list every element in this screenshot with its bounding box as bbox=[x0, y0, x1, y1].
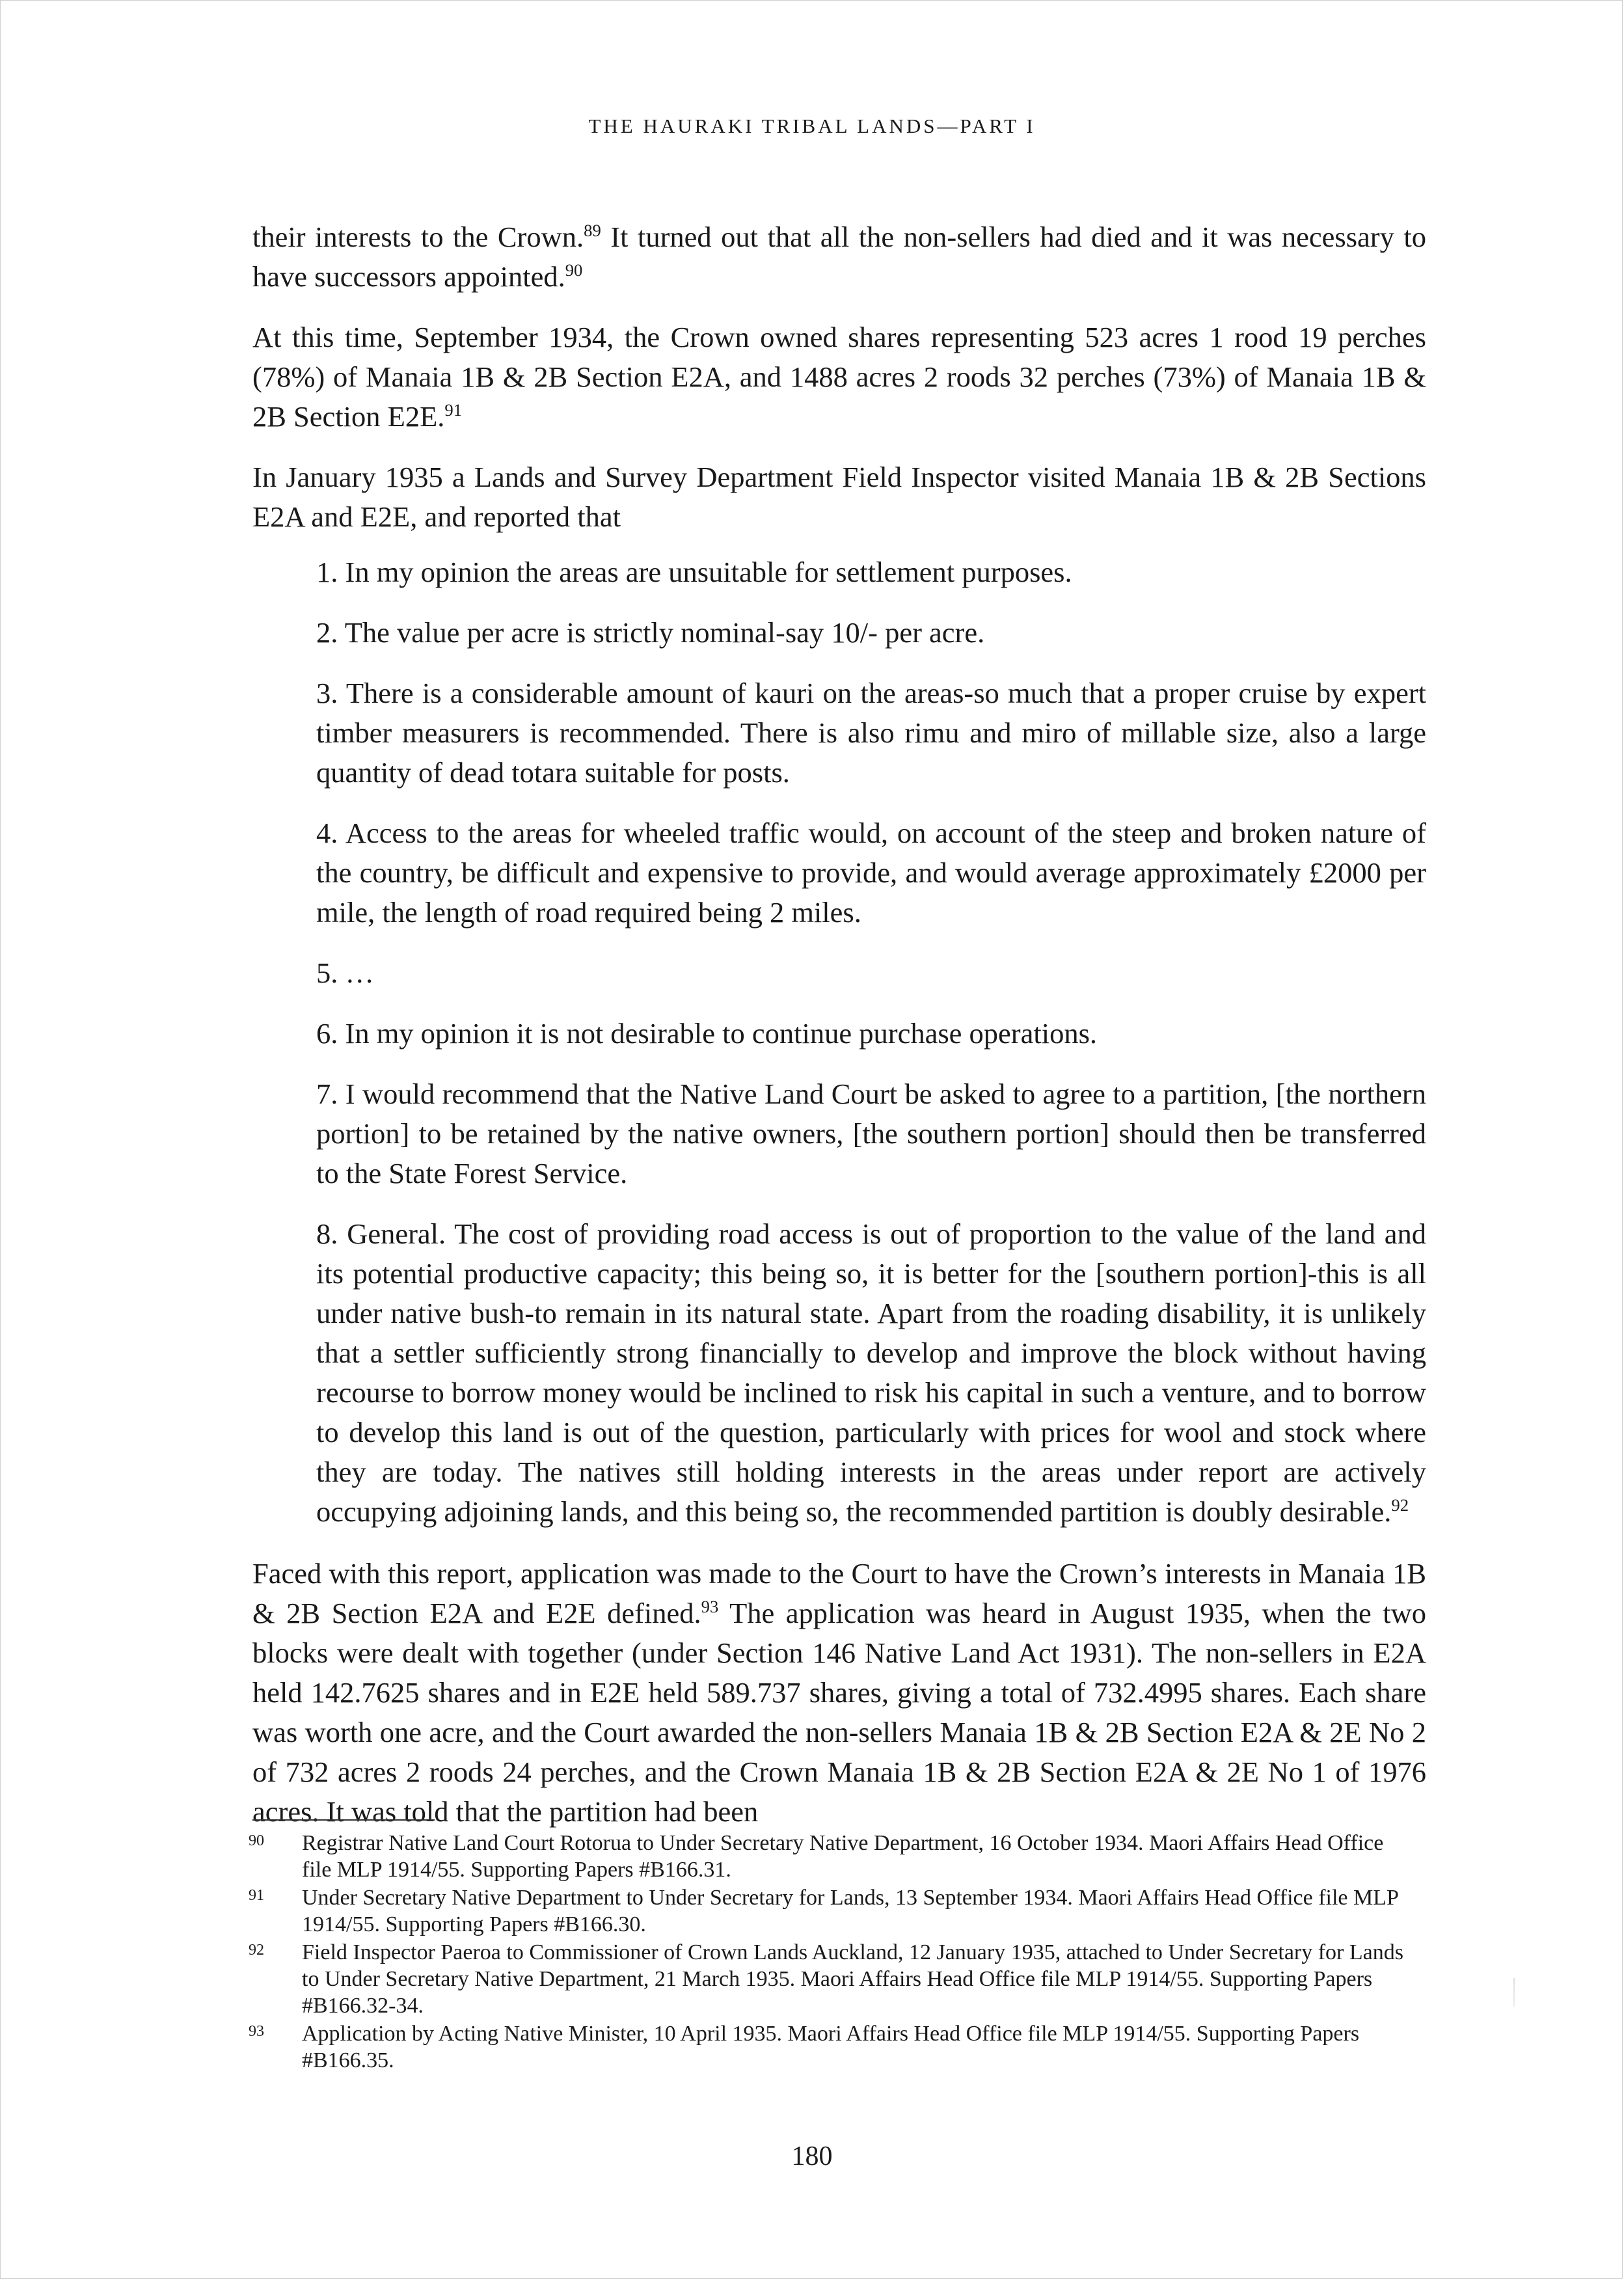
quote-item: 2. The value per acre is strictly nominal-say 10/- per acre. bbox=[316, 616, 985, 649]
footnote-text: Under Secretary Native Department to Under Secretary for Lands, 13 September 1934. Maori Affairs Head Office file MLP 1914/55. Supporting Papers #B166.30. bbox=[302, 1886, 1398, 1936]
footnote-divider bbox=[252, 1819, 435, 1821]
paragraph-3 bbox=[252, 457, 1426, 537]
footnote-ref-93[interactable]: 93 bbox=[701, 1596, 719, 1616]
footnote-92 bbox=[246, 1939, 1417, 2019]
paragraph-4-text-b: The application was heard in August 1935, when the two blocks were dealt with together (under Section 146 Native Land Act 1931). The non-sellers in E2A held 142.7625 shares and in E2E held 589.737 shares, giving a total of 732.4995 shares. Each share was worth one acre, and the Court awarded the non-sellers Manaia 1B & 2B Section E2A & 2E No 2 of 732 acres 2 roods 24 perches, and the Crown Manaia 1B & 2B Section E2A & 2E No 1 of 1976 acres. It was told that the partition had been bbox=[252, 1597, 1427, 1828]
footnote-ref-91[interactable]: 91 bbox=[444, 400, 463, 420]
footnote-text: Field Inspector Paeroa to Commissioner of Crown Lands Auckland, 12 January 1935, attached to Under Secretary for Lands to Under Secretary Native Department, 21 March 1935. Maori Affairs Head Office file MLP 1914/55. Supporting Papers #B166.32-34. bbox=[302, 1940, 1403, 2018]
quote-item: 7. I would recommend that the Native Land Court be asked to agree to a partition, [the northern portion] to be retained by the native owners, [the southern portion] should then be transferred to the State Forest Service. bbox=[316, 1078, 1426, 1189]
running-head: THE HAURAKI TRIBAL LANDS—PART I bbox=[588, 115, 1036, 137]
paragraph-4-text-a: Faced with this report, application was made to the Court to have the Crown’s interests in Manaia 1B & 2B Section E2A and E2E defined. bbox=[252, 1557, 1426, 1629]
paragraph-3-text: In January 1935 a Lands and Survey Department Field Inspector visited Manaia 1B & 2B Sections E2A and E2E, and reported that bbox=[252, 461, 1426, 533]
scan-artifact bbox=[1513, 1978, 1515, 2007]
block-quote bbox=[316, 552, 1426, 1532]
paragraph-1-text-b: It turned out that all the non-sellers had died and it was necessary to have successors appointed. bbox=[252, 221, 1426, 293]
footnote-number: 92 bbox=[249, 1942, 264, 1959]
footnote-ref-89[interactable]: 89 bbox=[584, 220, 601, 240]
paragraph-1 bbox=[252, 217, 1426, 297]
paragraph-2 bbox=[252, 318, 1426, 437]
paragraph-4 bbox=[252, 1554, 1426, 1832]
footnote-ref-90[interactable]: 90 bbox=[565, 260, 583, 280]
quote-item: 4. Access to the areas for wheeled traffic would, on account of the steep and broken nature of the country, be difficult and expensive to provide, and would average approximately £2000 per mile, the length of road required being 2 miles. bbox=[316, 817, 1426, 929]
footnote-number: 90 bbox=[249, 1832, 264, 1849]
footnote-93 bbox=[246, 2020, 1417, 2074]
paragraph-1-text-a: their interests to the Crown. bbox=[252, 221, 584, 253]
quote-item-8 bbox=[316, 1214, 1426, 1532]
paragraph-2-text: At this time, September 1934, the Crown owned shares representing 523 acres 1 rood 19 perches (78%) of Manaia 1B & 2B Section E2A, and 1488 acres 2 roods 32 perches (73%) of Manaia 1B & 2B Section E2E. bbox=[252, 321, 1426, 433]
quote-item-8-text: 8. General. The cost of providing road access is out of proportion to the value of the land and its potential productive capacity; this being so, it is better for the [southern portion]-this is all under native bush-to remain in its natural state. Apart from the roading disability, it is unlikely that a settler sufficiently strong financially to develop and improve the block without having recourse to borrow money would be inclined to risk his capital in such a venture, and to borrow to develop this land is out of the question, particularly with prices for wool and stock where they are today. The natives still holding interests in the areas under report are actively occupying adjoining lands, and this being so, the recommended partition is doubly desirable. bbox=[316, 1217, 1426, 1528]
quote-item: 1. In my opinion the areas are unsuitable for settlement purposes. bbox=[316, 556, 1072, 588]
quote-item: 5. … bbox=[316, 957, 374, 989]
footnote-text: Application by Acting Native Minister, 10 April 1935. Maori Affairs Head Office file MLP 1914/55. Supporting Papers #B166.35. bbox=[302, 2022, 1360, 2072]
footnote-91 bbox=[246, 1884, 1417, 1938]
footnotes bbox=[246, 1830, 1417, 2075]
footnote-90 bbox=[246, 1830, 1417, 1883]
body-text bbox=[252, 217, 1426, 1853]
footnote-ref-92[interactable]: 92 bbox=[1391, 1495, 1409, 1515]
quote-item: 6. In my opinion it is not desirable to continue purchase operations. bbox=[316, 1017, 1098, 1050]
footnote-number: 91 bbox=[249, 1887, 264, 1904]
quote-item: 3. There is a considerable amount of kauri on the areas-so much that a proper cruise by expert timber measurers is recommended. There is also rimu and miro of millable size, also a large quantity of dead totara suitable for posts. bbox=[316, 677, 1426, 789]
footnote-text: Registrar Native Land Court Rotorua to Under Secretary Native Department, 16 October 1934. Maori Affairs Head Office file MLP 1914/55. Supporting Papers #B166.31. bbox=[302, 1831, 1384, 1882]
page-number: 180 bbox=[791, 2141, 833, 2171]
footnote-number: 93 bbox=[249, 2023, 264, 2040]
